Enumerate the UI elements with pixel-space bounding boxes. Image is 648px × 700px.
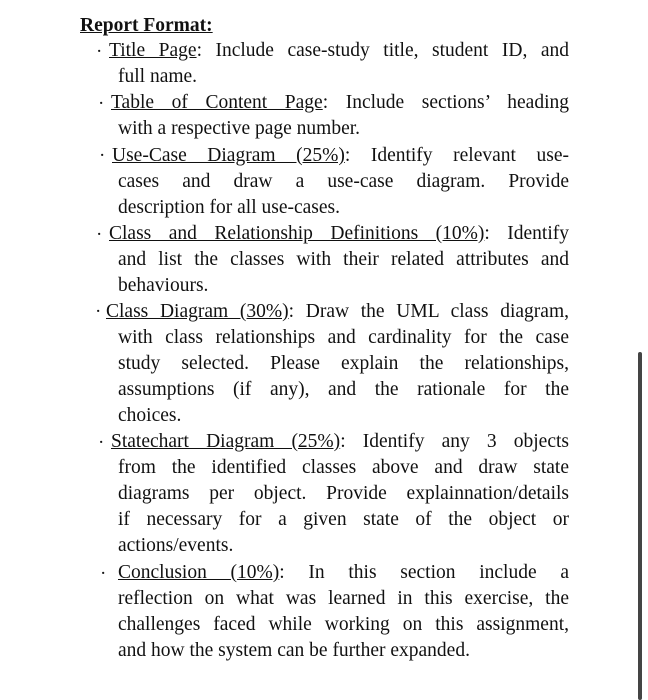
bullet-icon: · bbox=[100, 563, 107, 584]
item-line: with class relationships and cardinality for the case bbox=[118, 327, 569, 348]
item-line: full name. bbox=[118, 66, 198, 87]
item-title: Class and Relationship Definitions (10%) bbox=[109, 223, 485, 244]
item-line: and how the system can be further expanded. bbox=[118, 640, 470, 661]
item-line: description for all use-cases. bbox=[118, 197, 341, 218]
report-format-heading: Report Format: bbox=[80, 15, 213, 36]
item-line: cases and draw a use-case diagram. Provide bbox=[118, 171, 569, 192]
item-line: assumptions (if any), and the rationale for the bbox=[118, 379, 569, 400]
item-title: Statechart Diagram (25%) bbox=[111, 431, 341, 452]
item-line: Title Page: Include case-study title, student ID, and bbox=[109, 40, 569, 61]
bullet-icon: · bbox=[95, 301, 102, 322]
item-line: Statechart Diagram (25%): Identify any 3 objects bbox=[111, 431, 569, 452]
item-line: with a respective page number. bbox=[118, 118, 361, 139]
item-title: Title Page bbox=[109, 40, 197, 61]
item-line: Class Diagram (30%): Draw the UML class diagram, bbox=[106, 301, 569, 322]
bullet-icon: · bbox=[98, 93, 105, 114]
bullet-icon: · bbox=[96, 41, 103, 62]
item-line: choices. bbox=[118, 405, 182, 426]
item-line: if necessary for a given state of the object or bbox=[118, 509, 569, 530]
item-title: Table of Content Page bbox=[111, 92, 323, 113]
bullet-icon: · bbox=[99, 145, 106, 166]
item-line: behaviours. bbox=[118, 275, 209, 296]
item-title: Conclusion (10%) bbox=[118, 562, 280, 583]
item-line: reflection on what was learned in this exercise, the bbox=[118, 588, 569, 609]
item-title: Use-Case Diagram (25%) bbox=[112, 145, 345, 166]
item-line: Table of Content Page: Include sections’ heading bbox=[111, 92, 569, 113]
bullet-icon: · bbox=[98, 432, 105, 453]
item-title: Class Diagram (30%) bbox=[106, 301, 289, 322]
item-line: diagrams per object. Provide explainnation/details bbox=[118, 483, 569, 504]
item-line: Use-Case Diagram (25%): Identify relevant use- bbox=[112, 145, 569, 166]
item-line: study selected. Please explain the relationships, bbox=[118, 353, 569, 374]
item-line: from the identified classes above and draw state bbox=[118, 457, 569, 478]
vertical-scrollbar[interactable] bbox=[638, 352, 642, 700]
item-line: Class and Relationship Definitions (10%): Identify bbox=[109, 223, 569, 244]
item-line: challenges faced while working on this assignment, bbox=[118, 614, 569, 635]
bullet-icon: · bbox=[96, 224, 103, 245]
item-line: actions/events. bbox=[118, 535, 234, 556]
item-line: and list the classes with their related attributes and bbox=[118, 249, 569, 270]
item-line: Conclusion (10%): In this section include a bbox=[118, 562, 569, 583]
